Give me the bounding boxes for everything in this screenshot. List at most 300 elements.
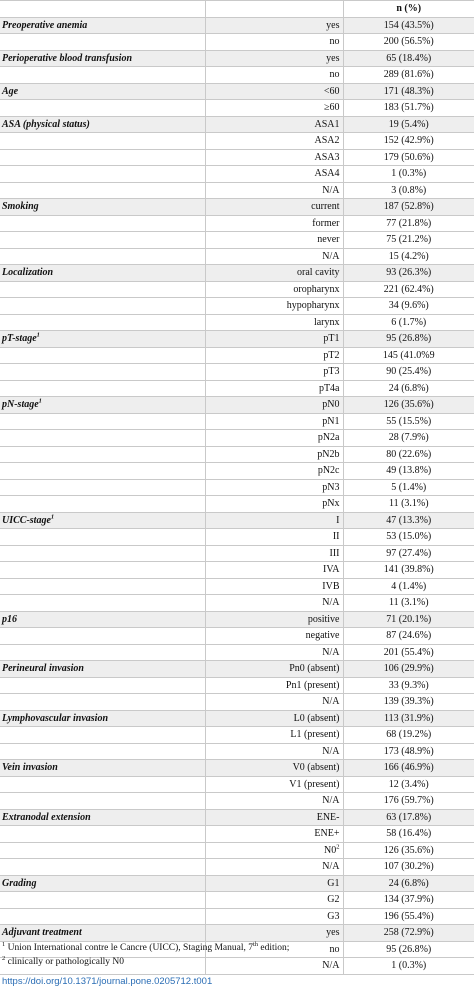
variable-cell <box>0 397 205 414</box>
category-label: V1 (present) <box>289 778 340 790</box>
variable-cell <box>0 760 205 777</box>
variable-cell <box>0 661 205 678</box>
category-cell <box>205 562 343 579</box>
category-cell <box>205 463 343 480</box>
category-cell <box>205 760 343 777</box>
count-cell: 113 (31.9%) <box>343 710 474 727</box>
variable-cell <box>0 67 205 84</box>
category-cell <box>205 133 343 150</box>
table-body <box>0 1 474 975</box>
variable-cell <box>0 677 205 694</box>
category-label: no <box>329 69 340 80</box>
category-cell <box>205 182 343 199</box>
count-cell: 200 (56.5%) <box>343 34 474 51</box>
variable-cell <box>0 430 205 447</box>
count-cell: 176 (59.7%) <box>343 793 474 810</box>
count-cell: 34 (9.6%) <box>343 298 474 315</box>
variable-label: Extranodal extension <box>2 811 91 823</box>
count-cell: 47 (13.3%) <box>343 512 474 529</box>
variable-label: Lymphovascular invasion <box>2 712 109 724</box>
table-row <box>0 67 474 84</box>
footnote-1-text: Union International contre le Cancre (UICC), Staging Manual, 7 <box>5 943 253 953</box>
count-cell: 107 (30.2%) <box>343 859 474 876</box>
variable-cell <box>0 611 205 628</box>
category-cell <box>205 512 343 529</box>
variable-label: Vein invasion <box>2 762 58 773</box>
category-label: former <box>312 217 340 229</box>
variable-label: UICC-stage <box>2 514 51 526</box>
category-cell <box>205 446 343 463</box>
variable-cell <box>0 446 205 463</box>
category-label: N/A <box>322 861 340 872</box>
category-label: N0 <box>324 844 337 856</box>
category-label: G1 <box>327 877 340 889</box>
category-cell <box>205 248 343 265</box>
variable-cell <box>0 133 205 150</box>
variable-cell <box>0 710 205 727</box>
footnote-1 <box>2 942 289 954</box>
count-cell: 139 (39.3%) <box>343 694 474 711</box>
variable-cell <box>0 463 205 480</box>
table-row <box>0 265 474 282</box>
header-variable-cell <box>0 1 205 18</box>
table-row <box>0 413 474 430</box>
category-cell <box>205 479 343 496</box>
count-cell: 126 (35.6%) <box>343 397 474 414</box>
variable-cell <box>0 578 205 595</box>
variable-footnote-mark: 1 <box>38 397 42 405</box>
count-cell: 65 (18.4%) <box>343 50 474 67</box>
category-cell <box>205 776 343 793</box>
table-row <box>0 611 474 628</box>
category-cell <box>205 809 343 826</box>
table-row <box>0 677 474 694</box>
category-cell <box>205 34 343 51</box>
category-label: ENE- <box>316 811 340 823</box>
category-cell <box>205 496 343 513</box>
category-label: ASA4 <box>314 168 340 179</box>
table-row <box>0 892 474 909</box>
category-label: pT2 <box>323 349 340 361</box>
category-label: oral cavity <box>297 267 340 278</box>
variable-cell <box>0 875 205 892</box>
variable-cell <box>0 479 205 496</box>
category-label: ASA1 <box>314 118 340 130</box>
count-cell: 201 (55.4%) <box>343 644 474 661</box>
table-row <box>0 83 474 100</box>
table-row <box>0 133 474 150</box>
count-cell: 258 (72.9%) <box>343 925 474 942</box>
count-cell: 58 (16.4%) <box>343 826 474 843</box>
variable-cell <box>0 842 205 859</box>
variable-cell <box>0 116 205 133</box>
footnote-2-mark: 2 <box>2 954 6 962</box>
variable-cell <box>0 17 205 34</box>
count-cell: 1 (0.3%) <box>343 958 474 975</box>
variable-label: Age <box>2 85 19 97</box>
variable-cell <box>0 925 205 942</box>
category-label: ENE+ <box>314 828 340 839</box>
category-label: <60 <box>323 85 340 97</box>
count-cell: 24 (6.8%) <box>343 875 474 892</box>
count-cell: 87 (24.6%) <box>343 628 474 645</box>
table-row <box>0 694 474 711</box>
table-row <box>0 875 474 892</box>
category-label: L1 (present) <box>290 729 340 740</box>
table-row <box>0 859 474 876</box>
category-cell <box>205 265 343 282</box>
category-label: current <box>311 201 340 212</box>
table-row <box>0 347 474 364</box>
count-cell: 289 (81.6%) <box>343 67 474 84</box>
table-row <box>0 182 474 199</box>
category-cell <box>205 281 343 298</box>
table-row <box>0 232 474 249</box>
category-label: ≥60 <box>324 102 340 113</box>
variable-label: Perineural invasion <box>2 663 84 674</box>
category-cell <box>205 875 343 892</box>
variable-cell <box>0 413 205 430</box>
category-label: hypopharynx <box>286 300 340 311</box>
category-cell <box>205 842 343 859</box>
table-row <box>0 529 474 546</box>
category-cell <box>205 100 343 117</box>
table-row <box>0 793 474 810</box>
category-label: Pn0 (absent) <box>289 663 340 674</box>
category-cell <box>205 908 343 925</box>
category-cell <box>205 199 343 216</box>
category-label: IVB <box>322 580 340 592</box>
category-label: I <box>336 514 340 526</box>
category-cell <box>205 727 343 744</box>
variable-cell <box>0 496 205 513</box>
count-cell: 97 (27.4%) <box>343 545 474 562</box>
footnote-1-ordinal: th <box>252 940 259 948</box>
count-cell: 53 (15.0%) <box>343 529 474 546</box>
count-cell: 154 (43.5%) <box>343 17 474 34</box>
variable-cell <box>0 331 205 348</box>
table-row <box>0 826 474 843</box>
variable-label: Localization <box>2 267 54 278</box>
variable-cell <box>0 281 205 298</box>
category-cell <box>205 347 343 364</box>
variable-cell <box>0 34 205 51</box>
table-row <box>0 50 474 67</box>
count-cell: 68 (19.2%) <box>343 727 474 744</box>
table-row <box>0 298 474 315</box>
header-category-cell <box>205 1 343 18</box>
category-label: III <box>329 547 340 559</box>
footnote-2-text: clinically or pathologically N0 <box>5 957 124 967</box>
variable-cell <box>0 809 205 826</box>
table-row <box>0 479 474 496</box>
count-cell: 171 (48.3%) <box>343 83 474 100</box>
category-cell <box>205 578 343 595</box>
variable-cell <box>0 149 205 166</box>
category-label: L0 (absent) <box>293 712 340 724</box>
count-cell: 75 (21.2%) <box>343 232 474 249</box>
category-label: larynx <box>313 316 340 328</box>
category-label: never <box>317 234 340 245</box>
count-cell: 145 (41.0%9 <box>343 347 474 364</box>
count-cell: 183 (51.7%) <box>343 100 474 117</box>
variable-cell <box>0 298 205 315</box>
variable-cell <box>0 545 205 562</box>
table-row <box>0 248 474 265</box>
category-label: N/A <box>322 795 340 806</box>
count-cell: 11 (3.1%) <box>343 496 474 513</box>
category-cell <box>205 859 343 876</box>
table-header-row <box>0 1 474 18</box>
category-label: N/A <box>322 597 340 608</box>
table-row <box>0 446 474 463</box>
count-cell: 179 (50.6%) <box>343 149 474 166</box>
count-cell: 77 (21.8%) <box>343 215 474 232</box>
category-label: II <box>332 531 340 542</box>
variable-cell <box>0 232 205 249</box>
category-cell <box>205 628 343 645</box>
category-label: pT1 <box>323 333 340 344</box>
variable-cell <box>0 859 205 876</box>
category-label: N/A <box>322 250 340 262</box>
category-cell <box>205 83 343 100</box>
variable-cell <box>0 265 205 282</box>
category-cell <box>205 413 343 430</box>
count-cell: 196 (55.4%) <box>343 908 474 925</box>
variable-label: p16 <box>2 613 17 625</box>
variable-cell <box>0 83 205 100</box>
category-label: N/A <box>322 696 340 707</box>
category-label: ASA2 <box>314 135 340 146</box>
category-label: N/A <box>322 184 340 196</box>
variable-label: pN-stage <box>2 399 39 410</box>
category-cell <box>205 298 343 315</box>
category-label: no <box>329 36 340 47</box>
table-row <box>0 809 474 826</box>
category-cell <box>205 331 343 348</box>
variable-cell <box>0 314 205 331</box>
table-row <box>0 644 474 661</box>
count-cell: 63 (17.8%) <box>343 809 474 826</box>
category-cell <box>205 50 343 67</box>
table-row <box>0 496 474 513</box>
count-cell: 4 (1.4%) <box>343 578 474 595</box>
category-label: no <box>329 943 340 955</box>
category-cell <box>205 545 343 562</box>
category-cell <box>205 397 343 414</box>
category-label: pN2a <box>317 432 340 443</box>
category-cell <box>205 595 343 612</box>
count-cell: 141 (39.8%) <box>343 562 474 579</box>
variable-label: Adjuvant treatment <box>2 927 82 938</box>
count-cell: 24 (6.8%) <box>343 380 474 397</box>
category-label: ASA3 <box>314 151 340 163</box>
category-label: N/A <box>322 960 340 971</box>
variable-label: Grading <box>2 877 37 889</box>
count-cell: 15 (4.2%) <box>343 248 474 265</box>
category-cell <box>205 67 343 84</box>
category-cell <box>205 364 343 381</box>
footnote-2 <box>2 956 124 968</box>
category-label: yes <box>326 19 340 31</box>
table-row <box>0 562 474 579</box>
variable-cell <box>0 100 205 117</box>
variable-cell <box>0 215 205 232</box>
count-cell: 90 (25.4%) <box>343 364 474 381</box>
category-cell <box>205 710 343 727</box>
variable-cell <box>0 694 205 711</box>
count-cell: 126 (35.6%) <box>343 842 474 859</box>
table-row <box>0 545 474 562</box>
category-label: oropharynx <box>293 283 340 295</box>
category-cell <box>205 661 343 678</box>
table-row <box>0 215 474 232</box>
variable-cell <box>0 793 205 810</box>
variable-label: Smoking <box>2 201 39 212</box>
count-cell: 33 (9.3%) <box>343 677 474 694</box>
category-label: pT4a <box>318 382 340 394</box>
variable-cell <box>0 826 205 843</box>
table-row <box>0 710 474 727</box>
variable-footnote-mark: 1 <box>36 331 40 339</box>
table-row <box>0 578 474 595</box>
table-row <box>0 116 474 133</box>
table-row <box>0 760 474 777</box>
table-row <box>0 463 474 480</box>
count-cell: 95 (26.8%) <box>343 941 474 958</box>
category-label: IVA <box>323 564 340 575</box>
category-cell <box>205 166 343 183</box>
category-cell <box>205 644 343 661</box>
category-label: yes <box>326 52 340 64</box>
count-cell: 11 (3.1%) <box>343 595 474 612</box>
category-cell <box>205 925 343 942</box>
category-label: pN3 <box>322 481 340 493</box>
table-row <box>0 199 474 216</box>
table-row <box>0 380 474 397</box>
count-cell: 1 (0.3%) <box>343 166 474 183</box>
count-cell: 93 (26.3%) <box>343 265 474 282</box>
variable-cell <box>0 908 205 925</box>
category-label: V0 (absent) <box>292 762 340 773</box>
category-label: yes <box>326 927 340 938</box>
variable-cell <box>0 628 205 645</box>
variable-cell <box>0 50 205 67</box>
variable-cell <box>0 562 205 579</box>
table-row <box>0 430 474 447</box>
footnote-1-end: edition; <box>258 943 290 953</box>
count-cell: 3 (0.8%) <box>343 182 474 199</box>
category-cell <box>205 677 343 694</box>
table-row <box>0 661 474 678</box>
variable-cell <box>0 595 205 612</box>
category-label: N/A <box>322 646 340 658</box>
table-row <box>0 331 474 348</box>
variable-cell <box>0 347 205 364</box>
doi-link[interactable]: https://doi.org/10.1371/journal.pone.0205712.t001 <box>2 976 213 987</box>
table-row <box>0 925 474 942</box>
category-label: pT3 <box>323 366 340 377</box>
variable-label: pT-stage <box>2 333 37 344</box>
variable-cell <box>0 529 205 546</box>
table-row <box>0 364 474 381</box>
table-row <box>0 628 474 645</box>
table-row <box>0 100 474 117</box>
table-row <box>0 595 474 612</box>
table-row <box>0 776 474 793</box>
category-label: G3 <box>327 910 340 922</box>
table-row <box>0 512 474 529</box>
header-n-cell: n (%) <box>343 1 474 18</box>
count-cell: 6 (1.7%) <box>343 314 474 331</box>
count-cell: 166 (46.9%) <box>343 760 474 777</box>
table-row <box>0 166 474 183</box>
category-cell <box>205 826 343 843</box>
table-row <box>0 34 474 51</box>
category-label: pN0 <box>322 399 340 410</box>
variable-cell <box>0 248 205 265</box>
table-row <box>0 314 474 331</box>
variable-cell <box>0 644 205 661</box>
count-cell: 19 (5.4%) <box>343 116 474 133</box>
category-label: N/A <box>322 745 340 757</box>
category-label: positive <box>307 613 340 625</box>
count-cell: 95 (26.8%) <box>343 331 474 348</box>
category-label: pN2b <box>317 448 340 460</box>
variable-cell <box>0 380 205 397</box>
category-cell <box>205 17 343 34</box>
variable-cell <box>0 199 205 216</box>
category-cell <box>205 743 343 760</box>
variable-cell <box>0 364 205 381</box>
category-label: pN2c <box>317 465 340 476</box>
count-cell: 49 (13.8%) <box>343 463 474 480</box>
variable-label: ASA (physical status) <box>2 118 90 130</box>
table-row <box>0 149 474 166</box>
category-label: pNx <box>322 498 340 509</box>
table-row <box>0 727 474 744</box>
count-cell: 152 (42.9%) <box>343 133 474 150</box>
count-cell: 28 (7.9%) <box>343 430 474 447</box>
variable-cell <box>0 892 205 909</box>
table-row <box>0 281 474 298</box>
variable-footnote-mark: 1 <box>50 513 55 521</box>
category-label: G2 <box>327 894 340 905</box>
variable-cell <box>0 743 205 760</box>
variable-label: Perioperative blood transfusion <box>2 52 133 64</box>
category-cell <box>205 611 343 628</box>
table-row <box>0 842 474 859</box>
category-label: Pn1 (present) <box>285 679 340 691</box>
category-label: pN1 <box>322 415 340 427</box>
table-row <box>0 397 474 414</box>
table-row <box>0 743 474 760</box>
count-cell: 55 (15.5%) <box>343 413 474 430</box>
count-cell: 5 (1.4%) <box>343 479 474 496</box>
variable-cell <box>0 776 205 793</box>
variable-cell <box>0 166 205 183</box>
count-cell: 80 (22.6%) <box>343 446 474 463</box>
category-cell <box>205 149 343 166</box>
count-cell: 71 (20.1%) <box>343 611 474 628</box>
variable-label: Preoperative anemia <box>2 19 88 31</box>
variable-cell <box>0 727 205 744</box>
count-cell: 106 (29.9%) <box>343 661 474 678</box>
category-cell <box>205 892 343 909</box>
variable-cell <box>0 512 205 529</box>
category-cell <box>205 215 343 232</box>
category-cell <box>205 958 343 975</box>
